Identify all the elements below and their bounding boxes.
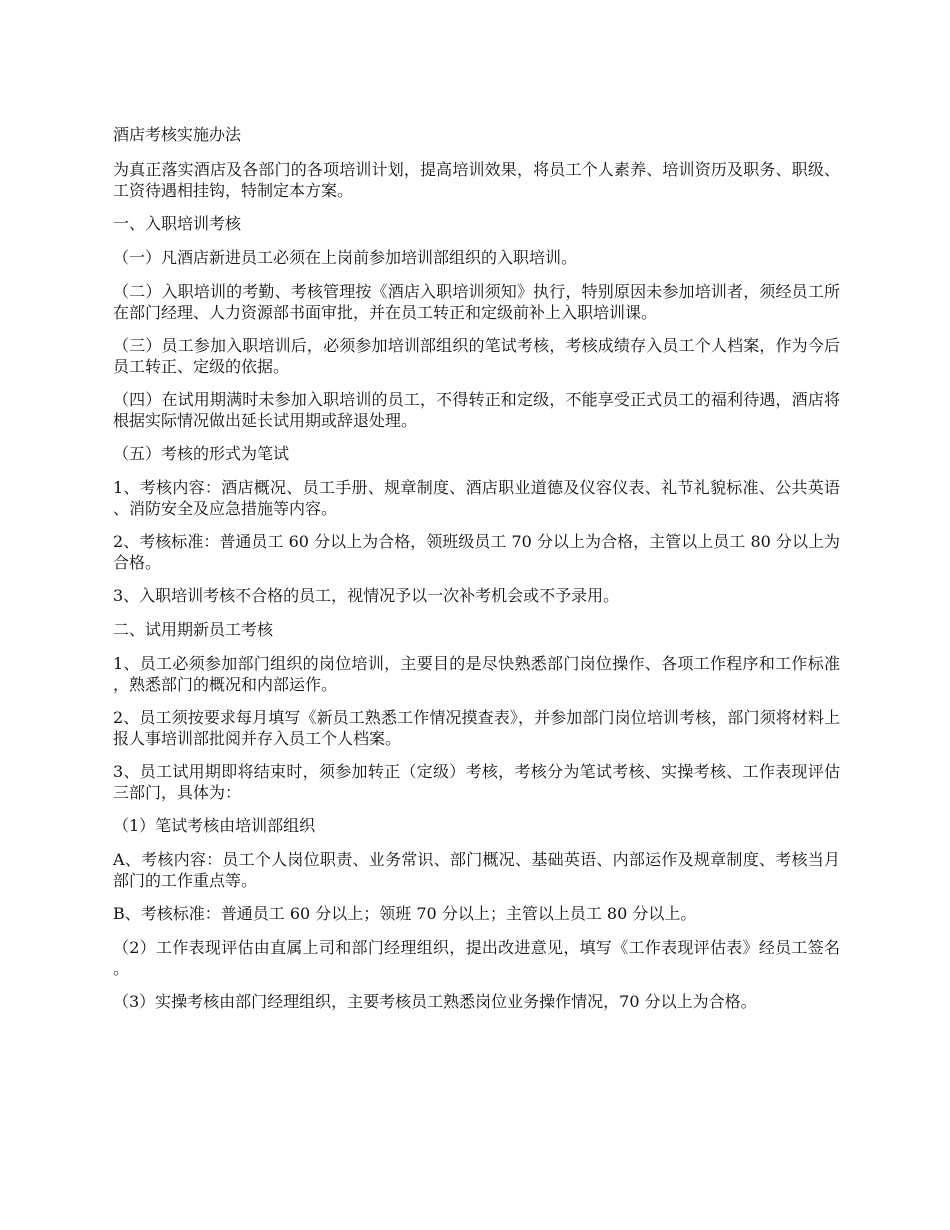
- paragraph-performance-eval: （2）工作表现评估由直属上司和部门经理组织，提出改进意见，填写《工作表现评估表》经员工签名。: [113, 938, 840, 978]
- document-page: [113, 125, 840, 1024]
- paragraph-onboarding-2: （二）入职培训的考勤、考核管理按《酒店入职培训须知》执行，特别原因未参加培训者，须经员工所在部门经理、人力资源部书面审批，并在员工转正和定级前补上入职培训课。: [113, 282, 840, 322]
- paragraph-probation-3: 3、员工试用期即将结束时，须参加转正（定级）考核，考核分为笔试考核、实操考核、工作表现评估三部门，具体为：: [113, 762, 840, 802]
- paragraph-onboarding-5: （五）考核的形式为笔试: [113, 444, 290, 463]
- paragraph-exam-content: 1、考核内容：酒店概况、员工手册、规章制度、酒店职业道德及仪容仪表、礼节礼貌标准、公共英语、消防安全及应急措施等内容。: [113, 478, 840, 518]
- document-title: 酒店考核实施办法: [113, 125, 242, 144]
- intro-paragraph: 为真正落实酒店及各部门的各项培训计划，提高培训效果，将员工个人素养、培训资历及职务、职级、工资待遇相挂钩，特制定本方案。: [113, 160, 840, 200]
- paragraph-written-content: A、考核内容：员工个人岗位职责、业务常识、部门概况、基础英语、内部运作及规章制度、考核当月部门的工作重点等。: [113, 850, 840, 890]
- paragraph-written-exam: （1）笔试考核由培训部组织: [113, 816, 316, 835]
- paragraph-probation-1: 1、员工必须参加部门组织的岗位培训，主要目的是尽快熟悉部门岗位操作、各项工作程序和工作标准，熟悉部门的概况和内部运作。: [113, 654, 840, 694]
- paragraph-onboarding-4: （四）在试用期满时未参加入职培训的员工，不得转正和定级，不能享受正式员工的福利待遇，酒店将根据实际情况做出延长试用期或辞退处理。: [113, 390, 840, 430]
- section-heading-onboarding: 一、入职培训考核: [113, 214, 242, 233]
- paragraph-practical-exam: （3）实操考核由部门经理组织，主要考核员工熟悉岗位业务操作情况，70 分以上为合格。: [113, 992, 757, 1011]
- paragraph-onboarding-3: （三）员工参加入职培训后，必须参加培训部组织的笔试考核，考核成绩存入员工个人档案，作为今后员工转正、定级的依据。: [113, 336, 840, 376]
- paragraph-probation-2: 2、员工须按要求每月填写《新员工熟悉工作情况摸查表》，并参加部门岗位培训考核，部门须将材料上报人事培训部批阅并存入员工个人档案。: [113, 708, 840, 748]
- paragraph-exam-standard: 2、考核标准：普通员工 60 分以上为合格，领班级员工 70 分以上为合格，主管以上员工 80 分以上为合格。: [113, 532, 840, 572]
- paragraph-onboarding-1: （一）凡酒店新进员工必须在上岗前参加培训部组织的入职培训。: [113, 248, 578, 267]
- section-heading-probation: 二、试用期新员工考核: [113, 620, 274, 639]
- paragraph-written-standard: B、考核标准：普通员工 60 分以上；领班 70 分以上；主管以上员工 80 分以上。: [113, 904, 697, 923]
- paragraph-exam-fail: 3、入职培训考核不合格的员工，视情况予以一次补考机会或不予录用。: [113, 586, 620, 605]
